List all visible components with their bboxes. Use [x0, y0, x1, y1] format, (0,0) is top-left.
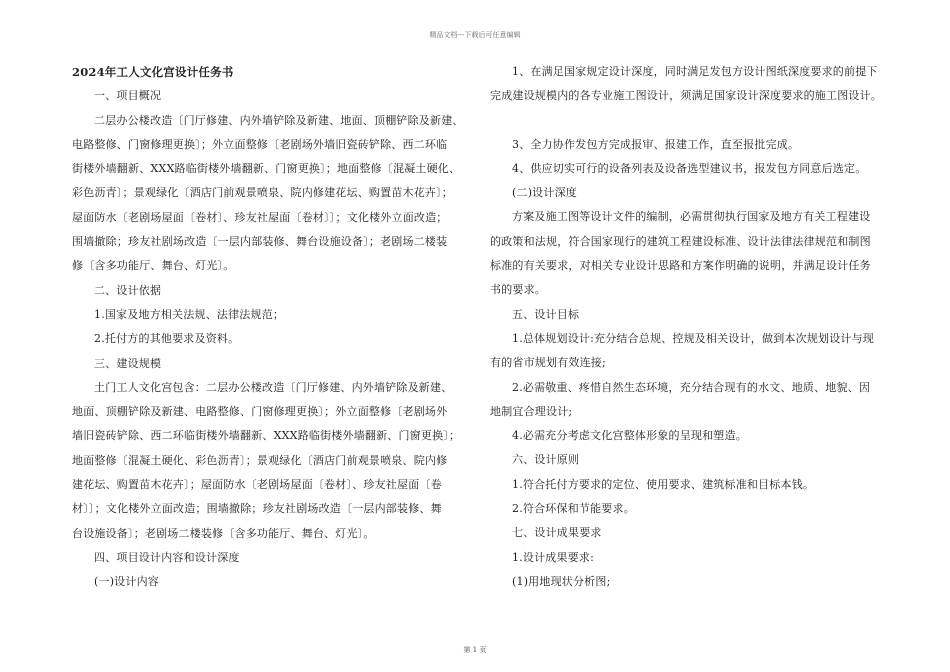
- paragraph-line: 二层办公楼改造〔门厅修建、内外墙铲除及新建、地面、顶棚铲除及新建、: [94, 113, 464, 127]
- paragraph-line: 地面、顶棚铲除及新建、电路整修、门窗修理更换〕；外立面整修〔老剧场外: [72, 405, 448, 419]
- right-column: [490, 60, 880, 594]
- list-item: 1、在满足国家规定设计深度，同时满足发包方设计图纸深度要求的前提下: [512, 65, 878, 78]
- paragraph-line: 彩色沥青〕；景观绿化〔酒店门前观景喷泉、院内修建花坛、购置苗木花卉〕；: [72, 186, 453, 200]
- list-item: 1.符合托付方要求的定位、使用要求、建筑标准和目标本钱。: [512, 477, 815, 491]
- page-footer: 第 1 页: [463, 646, 487, 654]
- paragraph-line: 标准的有关要求，对相关专业设计思路和方案作明确的说明，并满足设计任务: [490, 259, 871, 273]
- list-item: 4、供应切实可行的设备列表及设备选型建议书，报发包方同意后选定。: [512, 161, 867, 175]
- list-item: 2.托付方的其他要求及资料。: [94, 332, 240, 346]
- list-item: 4.必需充分考虑文化宫整体形象的呈现和塑造。: [512, 429, 747, 443]
- blank-gap: [490, 109, 880, 133]
- paragraph-line: 墙旧瓷砖铲除、西二环临街楼外墙翻新、XXX路临街楼外墙翻新、门窗更换〕；: [72, 429, 461, 443]
- paragraph-line: 书的要求。: [490, 283, 546, 297]
- heading-design-principles: 六、设计原则: [512, 453, 580, 467]
- paragraph-line: 屋面防水〔老剧场屋面〔卷材〕、珍友社屋面〔卷材〕〕；文化楼外立面改造；: [72, 210, 448, 224]
- document-title: 2024年工人文化宫设计任务书: [72, 65, 234, 79]
- list-item: 1.国家及地方相关法规、法律法规范；: [94, 307, 285, 321]
- paragraph-line: 街楼外墙翻新、XXX路临街楼外墙翻新、门窗更换〕；地面整修〔混凝土硬化、: [72, 162, 461, 176]
- paragraph-line: 方案及施工图等设计文件的编制，必需贯彻执行国家及地方有关工程建设: [512, 210, 871, 224]
- paragraph-line: 台设施设备〕；老剧场二楼装修〔含多功能厅、舞台、灯光〕。: [72, 526, 375, 540]
- list-item: 1.总体规划设计:充分结合总规、控规及相关设计，做到本次规划设计与现: [512, 331, 874, 345]
- paragraph-line: 电路整修、门窗修理更换〕；外立面整修〔老剧场外墙旧瓷砖铲除、西二环临: [72, 137, 448, 151]
- list-item: 1.设计成果要求:: [512, 550, 595, 564]
- paragraph-line: 地制宜合理设计;: [490, 404, 573, 418]
- paragraph-line: 地面整修〔混凝土硬化、彩色沥青〕；景观绿化〔酒店门前观景喷泉、院内修: [72, 453, 448, 467]
- list-item: 3、全力协作发包方完成报审、报建工作，直至报批完成。: [512, 137, 800, 151]
- subheading-design-content: (一)设计内容: [94, 575, 159, 589]
- paragraph-line: 围墙撤除；珍友社剧场改造〔一层内部装修、舞台设施设备〕；老剧场二楼装: [72, 235, 448, 249]
- heading-construction-scale: 三、建设规模: [94, 356, 162, 370]
- paragraph-line: 建花坛、购置苗木花卉〕；屋面防水〔老剧场屋面〔卷材〕、珍友社屋面〔卷: [72, 478, 442, 492]
- heading-design-basis: 二、设计依据: [94, 283, 162, 297]
- page-header: 精品文档---下载后可任意编辑: [429, 31, 521, 39]
- list-item: 2.符合环保和节能要求。: [512, 502, 635, 516]
- list-item: (1)用地现状分析图;: [512, 574, 611, 588]
- list-item: 2.必需敬重、疼惜自然生态环境，充分结合现有的水文、地质、地貌、因: [512, 380, 871, 394]
- paragraph-line: 完成建设规模内的各专业施工图设计，须满足国家设计深度要求的施工图设计。: [490, 89, 882, 103]
- paragraph-line: 有的省市规划有效连接;: [490, 356, 606, 370]
- paragraph-line: 的政策和法规，符合国家现行的建筑工程建设标准、设计法律法律规范和制图: [490, 234, 871, 248]
- paragraph-line: 材〕〕；文化楼外立面改造；围墙撤除；珍友社剧场改造〔一层内部装修、舞: [72, 502, 442, 516]
- heading-design-goals: 五、设计目标: [512, 307, 580, 321]
- subheading-design-depth: (二)设计深度: [512, 186, 577, 200]
- paragraph-line: 修〔含多功能厅、舞台、灯光〕。: [72, 259, 235, 273]
- paragraph-line: 土门工人文化宫包含：二层办公楼改造〔门厅修建、内外墙铲除及新建、: [94, 380, 453, 394]
- heading-design-deliverables: 七、设计成果要求: [512, 526, 602, 540]
- left-column: [72, 60, 462, 595]
- heading-project-overview: 一、项目概况: [94, 89, 162, 103]
- heading-design-content-depth: 四、项目设计内容和设计深度: [94, 550, 240, 564]
